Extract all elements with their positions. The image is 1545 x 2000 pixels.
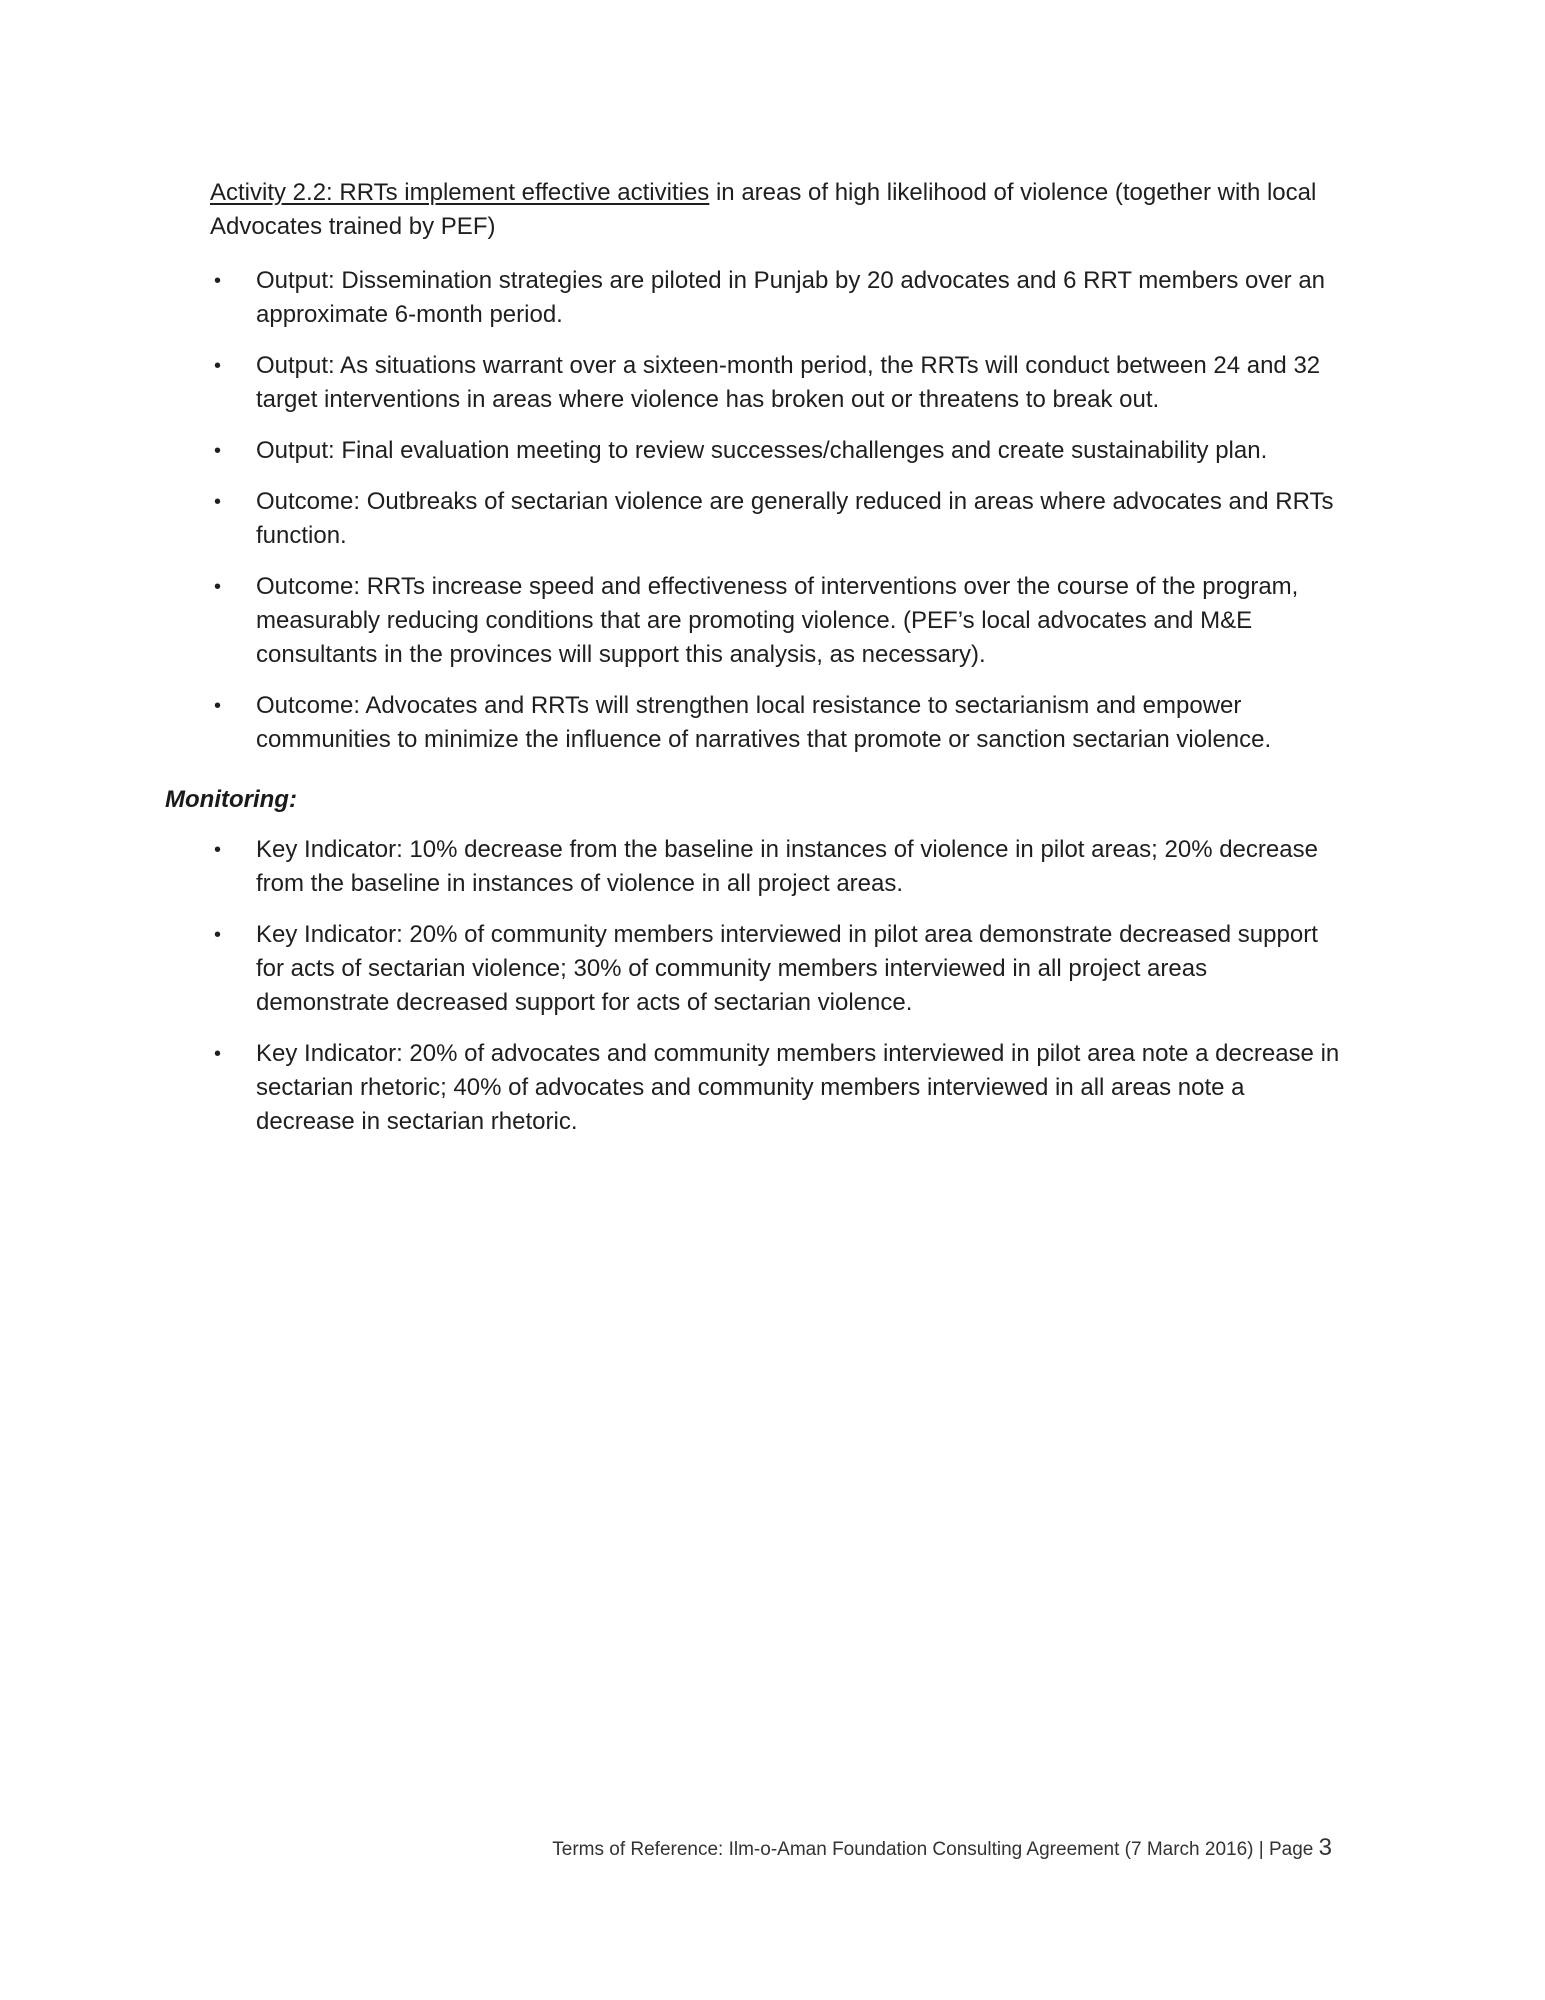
monitoring-heading: Monitoring: — [165, 786, 297, 813]
bullet-icon: • — [214, 924, 222, 946]
list-item — [210, 264, 1345, 332]
list-item — [210, 918, 1345, 1020]
bullet-icon: • — [214, 576, 222, 598]
list-item-text: Key Indicator: 20% of advocates and community members interviewed in pilot area note a decrease in sectarian rhetoric; 40% of advocates and community members interviewed in all areas note a decrease in sectarian rhetoric. — [256, 1040, 1340, 1135]
bullet-icon: • — [214, 491, 222, 513]
list-item — [210, 1037, 1345, 1139]
list-item — [210, 689, 1345, 757]
list-item-text: Outcome: Advocates and RRTs will strengthen local resistance to sectarianism and empower communities to minimize the influence of narratives that promote or sanction sectarian violence. — [256, 692, 1272, 753]
page-number: 3 — [1318, 1834, 1332, 1861]
list-item-text: Key Indicator: 10% decrease from the baseline in instances of violence in pilot areas; 20% decrease from the baseline in instances of violence in all project areas. — [256, 836, 1318, 897]
list-item — [210, 485, 1345, 553]
list-item-text: Outcome: RRTs increase speed and effectiveness of interventions over the course of the program, measurably reducing conditions that are promoting violence. (PEF’s local advocates and M&E consultants in the provinces will support this analysis, as necessary). — [256, 573, 1299, 668]
list-item-text: Output: As situations warrant over a sixteen-month period, the RRTs will conduct between 24 and 32 target interventions in areas where violence has broken out or threatens to break out. — [256, 352, 1321, 413]
monitoring-bullet-list — [210, 833, 1345, 1139]
list-item — [210, 349, 1345, 417]
bullet-icon: • — [214, 695, 222, 717]
activity-bullet-list — [210, 264, 1345, 757]
page-footer — [552, 1834, 1332, 1864]
bullet-icon: • — [214, 440, 222, 462]
footer-text: Terms of Reference: Ilm-o-Aman Foundation Consulting Agreement (7 March 2016) | Page — [552, 1839, 1319, 1860]
bullet-icon: • — [214, 355, 222, 377]
page-content — [165, 176, 1345, 1156]
list-item-text: Outcome: Outbreaks of sectarian violence are generally reduced in areas where advocates and RRTs function. — [256, 488, 1334, 549]
bullet-icon: • — [214, 270, 222, 292]
activity-title: Activity 2.2: RRTs implement effective activities — [210, 179, 710, 206]
bullet-icon: • — [214, 1043, 222, 1065]
list-item-text: Output: Final evaluation meeting to review successes/challenges and create sustainability plan. — [256, 437, 1268, 464]
activity-heading — [210, 176, 1345, 244]
list-item-text: Key Indicator: 20% of community members interviewed in pilot area demonstrate decreased support for acts of sectarian violence; 30% of community members interviewed in all project areas demonstrate decreased support for acts of sectarian violence. — [256, 921, 1318, 1016]
activity-description: in areas of high likelihood of violence (together with local Advocates trained by PEF) — [210, 179, 1317, 240]
list-item — [210, 570, 1345, 672]
list-item-text: Output: Dissemination strategies are piloted in Punjab by 20 advocates and 6 RRT members over an approximate 6-month period. — [256, 267, 1326, 328]
list-item — [210, 434, 1345, 468]
list-item — [210, 833, 1345, 901]
bullet-icon: • — [214, 839, 222, 861]
